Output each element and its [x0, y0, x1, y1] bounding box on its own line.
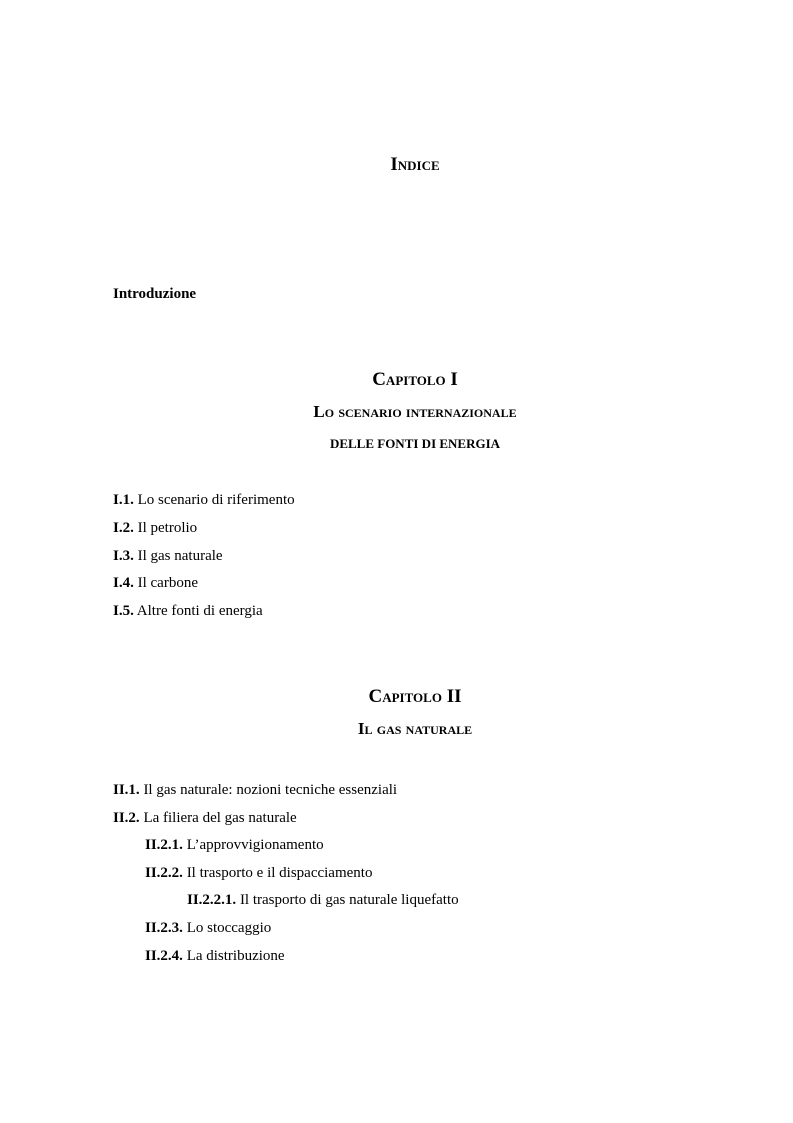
- toc-entry-i-1: I.1. Lo scenario di riferimento: [113, 492, 295, 508]
- toc-entry-ii-2: II.2. La filiera del gas naturale: [113, 810, 297, 826]
- introduction-entry: Introduzione: [113, 286, 197, 302]
- toc-entry-ii-2-1: II.2.1. L’approvvigionamento: [145, 837, 324, 853]
- toc-entry-i-3: I.3. Il gas naturale: [113, 548, 223, 564]
- toc-entry-i-4: I.4. Il carbone: [113, 575, 198, 591]
- chapter-1-title-line1: Lo scenario internazionale: [313, 402, 517, 421]
- page-title: Indice: [390, 154, 440, 175]
- toc-entry-ii-2-2: II.2.2. Il trasporto e il dispacciamento: [145, 865, 373, 881]
- chapter-2-title-line1: Il gas naturale: [357, 719, 473, 738]
- chapter-1-title-line2: DELLE FONTI DI ENERGIA: [329, 436, 501, 451]
- toc-entry-ii-1: II.1. Il gas naturale: nozioni tecniche essenziali: [113, 782, 398, 798]
- toc-entry-ii-2-4: II.2.4. La distribuzione: [145, 948, 285, 964]
- toc-entry-ii-2-2-1: II.2.2.1. Il trasporto di gas naturale liquefatto: [187, 892, 459, 908]
- toc-entry-i-5: I.5. Altre fonti di energia: [113, 603, 263, 619]
- toc-entry-i-2: I.2. Il petrolio: [113, 520, 198, 536]
- chapter-2-label: Capitolo II: [368, 686, 462, 707]
- toc-entry-ii-2-3: II.2.3. Lo stoccaggio: [145, 920, 272, 936]
- chapter-1-label: Capitolo I: [372, 369, 458, 390]
